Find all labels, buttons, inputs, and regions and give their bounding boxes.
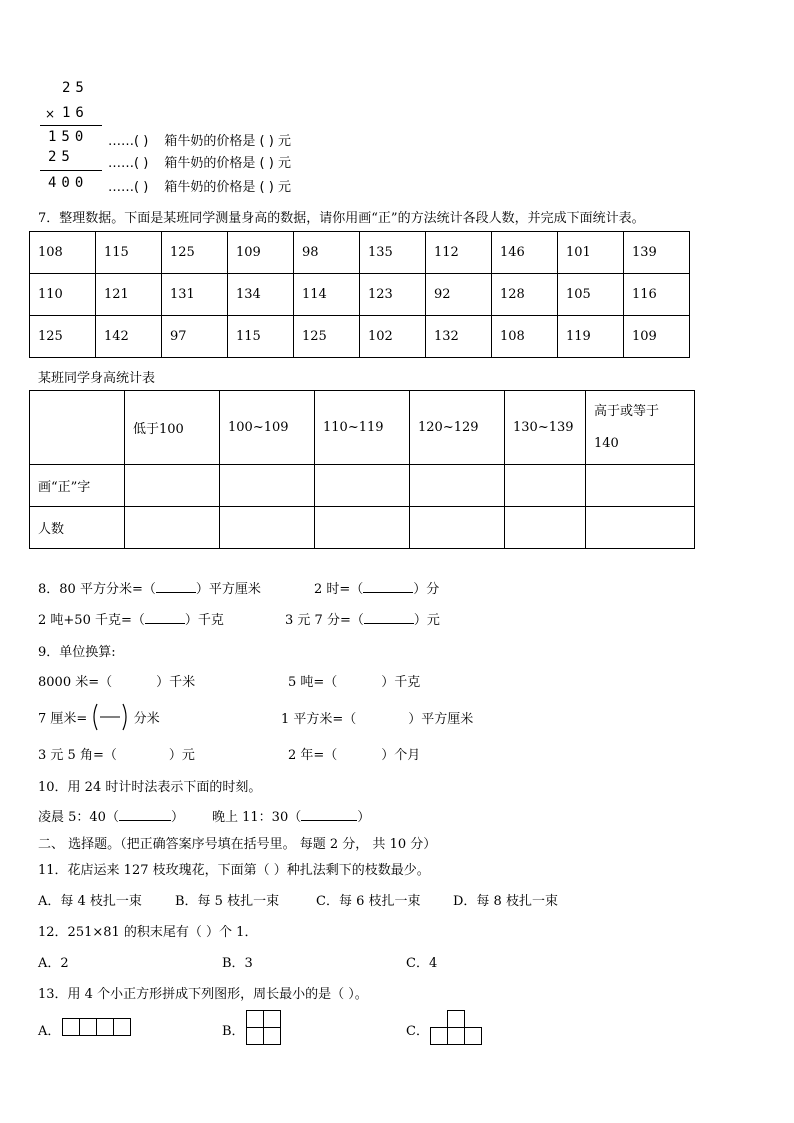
height-value-cell: 114 xyxy=(294,274,360,316)
height-value-cell: 105 xyxy=(558,274,624,316)
stats-answer-cell[interactable] xyxy=(586,465,695,507)
q10-item-a: 凌晨 5：40（ ） xyxy=(38,810,184,825)
height-value-cell: 139 xyxy=(624,232,690,274)
q9-item-b: 5 吨=（ ）千克 xyxy=(288,675,421,690)
q12-title: 12．251×81 的积末尾有（ ）个 1． xyxy=(38,925,258,940)
stats-col-header: 120~129 xyxy=(410,391,505,465)
calc-line-1 xyxy=(40,125,102,126)
table-row xyxy=(30,316,690,358)
q10-blank-a[interactable] xyxy=(119,820,171,821)
height-value-cell: 128 xyxy=(492,274,558,316)
q13-option-a[interactable]: A． xyxy=(38,1024,61,1039)
calc-num1: 25 xyxy=(62,80,89,96)
height-value-cell: 97 xyxy=(162,316,228,358)
height-value-cell: 112 xyxy=(426,232,492,274)
table-row xyxy=(30,232,690,274)
height-value-cell: 109 xyxy=(624,316,690,358)
stats-answer-cell[interactable] xyxy=(315,465,410,507)
stats-col-header: 130~139 xyxy=(505,391,586,465)
stats-table xyxy=(29,390,695,549)
stats-answer-cell[interactable] xyxy=(220,507,315,549)
stats-col-header: 100~109 xyxy=(220,391,315,465)
calc-num2: 16 xyxy=(62,105,89,121)
height-value-cell: 134 xyxy=(228,274,294,316)
stats-answer-cell[interactable] xyxy=(125,507,220,549)
q9-item-a: 8000 米=（ ）千米 xyxy=(38,675,196,690)
q8-item-d: 3 元 7 分=（ ）元 xyxy=(285,613,440,628)
height-value-cell: 108 xyxy=(492,316,558,358)
height-value-cell: 121 xyxy=(96,274,162,316)
stats-answer-cell[interactable] xyxy=(220,465,315,507)
q11-title: 11．花店运来 127 枝玫瑰花，下面第（ ）种扎法剩下的枝数最少。 xyxy=(38,863,430,878)
calc-explain-3: ……( ) 箱牛奶的价格是 ( ) 元 xyxy=(108,180,291,195)
q9-item-c: 7 厘米= 分米 xyxy=(38,702,160,732)
height-value-cell: 142 xyxy=(96,316,162,358)
q11-option-c[interactable]: C．每 6 枝扎一束 xyxy=(316,894,421,909)
heights-data-table xyxy=(29,231,690,358)
height-value-cell: 131 xyxy=(162,274,228,316)
stats-answer-cell[interactable] xyxy=(505,465,586,507)
calc-line-2 xyxy=(40,170,102,171)
height-value-cell: 92 xyxy=(426,274,492,316)
q8-blank-a[interactable] xyxy=(156,592,196,593)
height-value-cell: 98 xyxy=(294,232,360,274)
height-value-cell: 132 xyxy=(426,316,492,358)
height-value-cell: 123 xyxy=(360,274,426,316)
height-value-cell: 115 xyxy=(228,316,294,358)
calc-partial-2: 25 xyxy=(48,149,75,165)
q11-option-a[interactable]: A．每 4 枝扎一束 xyxy=(38,894,142,909)
section-2-heading: 二、 选择题。（把正确答案序号填在括号里。 每题 2 分， 共 10 分） xyxy=(38,837,437,852)
height-value-cell: 146 xyxy=(492,232,558,274)
calc-partial-1: 150 xyxy=(48,129,89,145)
height-value-cell: 116 xyxy=(624,274,690,316)
q10-blank-b[interactable] xyxy=(301,820,357,821)
height-value-cell: 108 xyxy=(30,232,96,274)
height-value-cell: 102 xyxy=(360,316,426,358)
q7-title: 7．整理数据。下面是某班同学测量身高的数据，请你用画“正”的方法统计各段人数，并完成下面统计表。 xyxy=(38,211,645,226)
q9-item-d: 1 平方米=（ ）平方厘米 xyxy=(281,712,474,727)
stats-answer-cell[interactable] xyxy=(505,507,586,549)
height-value-cell: 125 xyxy=(162,232,228,274)
q11-option-d[interactable]: D．每 8 枝扎一束 xyxy=(453,894,558,909)
fraction-blank[interactable] xyxy=(91,702,129,732)
q9-item-e: 3 元 5 角=（ ）元 xyxy=(38,748,195,763)
stats-row-header: 画“正”字 xyxy=(30,465,125,507)
height-value-cell: 125 xyxy=(30,316,96,358)
q10-item-b: 晚上 11：30（ ） xyxy=(212,810,371,825)
shape-t-shape-icon xyxy=(430,1010,482,1045)
q13-option-b[interactable]: B． xyxy=(222,1024,245,1039)
height-value-cell: 109 xyxy=(228,232,294,274)
q12-option-a[interactable]: A．2 xyxy=(38,956,69,971)
q9-item-f: 2 年=（ ）个月 xyxy=(288,748,421,763)
stats-answer-cell[interactable] xyxy=(586,507,695,549)
q8-item-a: 8．80 平方分米=（ ）平方厘米 xyxy=(38,582,261,597)
q13-title: 13．用 4 个小正方形拼成下列图形，周长最小的是（ ）。 xyxy=(38,987,368,1002)
calc-result: 400 xyxy=(48,175,89,191)
height-value-cell: 115 xyxy=(96,232,162,274)
stats-answer-cell[interactable] xyxy=(410,465,505,507)
q10-title: 10．用 24 时计时法表示下面的时刻。 xyxy=(38,780,262,795)
stats-answer-cell[interactable] xyxy=(125,465,220,507)
q12-option-b[interactable]: B．3 xyxy=(222,956,253,971)
q13-option-c[interactable]: C． xyxy=(406,1024,429,1039)
calc-explain-1: ……( ) 箱牛奶的价格是 ( ) 元 xyxy=(108,134,291,149)
shape-row-of-four-icon xyxy=(62,1018,130,1036)
stats-answer-cell[interactable] xyxy=(410,507,505,549)
shape-square-2x2-icon xyxy=(246,1010,281,1045)
height-value-cell: 119 xyxy=(558,316,624,358)
height-value-cell: 135 xyxy=(360,232,426,274)
stats-table-title: 某班同学身高统计表 xyxy=(38,371,156,386)
q9-title: 9．单位换算: xyxy=(38,645,116,660)
height-value-cell: 101 xyxy=(558,232,624,274)
calc-times-sign: × xyxy=(45,107,56,121)
fraction-parens-icon xyxy=(91,702,129,732)
stats-answer-cell[interactable] xyxy=(315,507,410,549)
q8-item-c: 2 吨+50 千克=（ ）千克 xyxy=(38,613,224,628)
q12-option-c[interactable]: C．4 xyxy=(406,956,438,971)
q11-option-b[interactable]: B．每 5 枝扎一束 xyxy=(175,894,280,909)
q8-item-b: 2 时=（ ）分 xyxy=(314,582,440,597)
q8-blank-d[interactable] xyxy=(364,623,414,624)
stats-corner-cell xyxy=(30,391,125,465)
stats-col-header: 低于100 xyxy=(125,391,220,465)
stats-row-header: 人数 xyxy=(30,507,125,549)
table-row xyxy=(30,274,690,316)
stats-col-header: 高于或等于140 xyxy=(586,391,695,465)
calc-explain-2: ……( ) 箱牛奶的价格是 ( ) 元 xyxy=(108,156,291,171)
stats-col-header: 110~119 xyxy=(315,391,410,465)
q8-blank-b[interactable] xyxy=(363,592,413,593)
height-value-cell: 110 xyxy=(30,274,96,316)
q8-blank-c[interactable] xyxy=(145,623,185,624)
height-value-cell: 125 xyxy=(294,316,360,358)
